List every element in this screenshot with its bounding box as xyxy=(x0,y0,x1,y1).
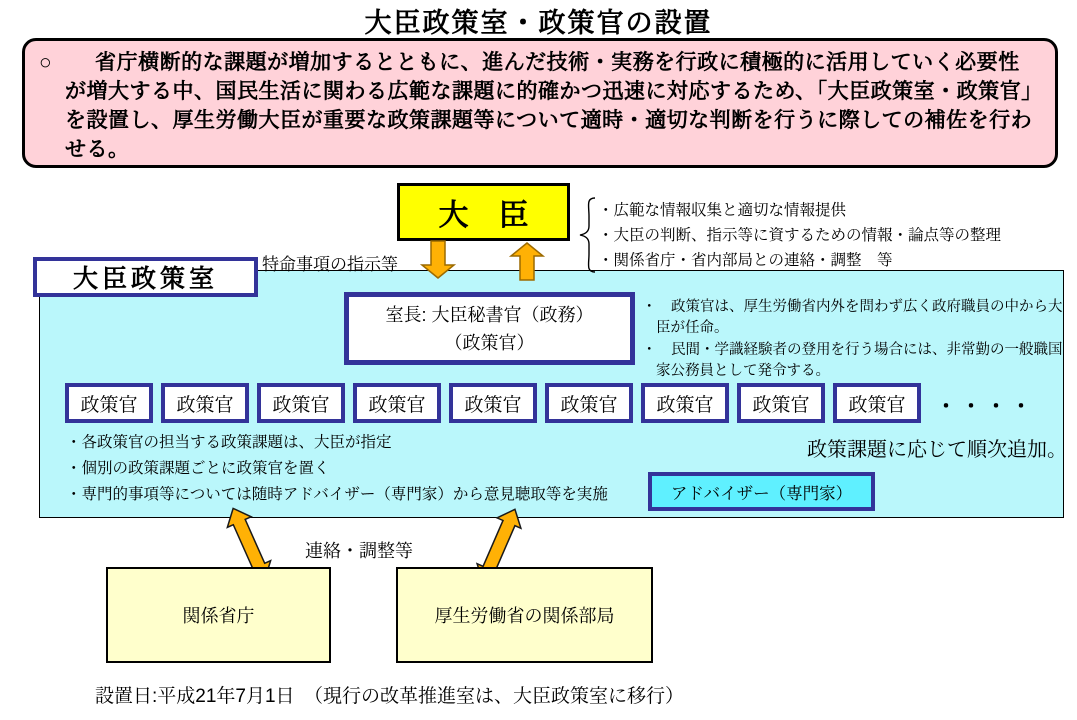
chief-line1: 室長: 大臣秘書官（政務） xyxy=(385,304,594,325)
minister-role-notes xyxy=(598,198,1001,273)
adviser-label: アドバイザー（専門家） xyxy=(670,484,853,503)
policy-officer-box xyxy=(257,383,345,423)
page-title: 大臣政策室・政策官の設置 xyxy=(364,8,713,38)
chief-line2: （政策官） xyxy=(444,332,535,353)
policy-officer-label: 政策官 xyxy=(272,394,330,416)
footer-note: 設置日:平成21年7月1日 （現行の改革推進室は、大臣政策室に移行） xyxy=(95,686,685,707)
chief-box xyxy=(344,292,635,365)
policy-officer-label: 政策官 xyxy=(368,394,426,416)
policy-officer-box xyxy=(65,383,153,423)
policy-room-label: 大臣政策室 xyxy=(72,265,218,293)
minister-label: 大 臣 xyxy=(438,199,529,232)
policy-officer-label: 政策官 xyxy=(176,394,234,416)
officer-note: ・専門的事項等については随時アドバイザー（専門家）から意見聴取等を実施 xyxy=(66,486,608,503)
policy-officer-box xyxy=(449,383,537,423)
policy-officer-box xyxy=(833,383,921,423)
directive-label: 特命事項の指示等 xyxy=(262,255,398,274)
overview-text: ○ 省庁横断的な課題が増加するとともに、進んだ技術・実務を行政に積極的に活用していく必要性が増大する中、国民生活に関わる広範な課題に的確かつ迅速に対応するため、「大臣政策室・政策官」を設置し、厚生労働大臣が重要な政策課題等について適時・適切な判断を行うに際しての補佐を行わせる。 xyxy=(39,51,1033,161)
adviser-box xyxy=(648,472,875,511)
minister-role-note: ・大臣の判断、指示等に資するための情報・論点等の整理 xyxy=(598,227,1002,244)
officer-notes xyxy=(66,430,608,508)
policy-officer-row xyxy=(65,383,921,423)
more-officers-dots: ・・・・ xyxy=(936,396,1036,418)
related-bureaus-label: 厚生労働省の関係部局 xyxy=(434,606,615,626)
policy-officer-box xyxy=(161,383,249,423)
minister-role-note: ・広範な情報収集と適切な情報提供 xyxy=(598,202,847,219)
officer-note: ・個別の政策課題ごとに政策官を置く xyxy=(66,460,330,477)
brace-icon xyxy=(576,196,596,274)
policy-officer-label: 政策官 xyxy=(752,394,810,416)
related-ministries-label: 関係省庁 xyxy=(182,606,255,626)
policy-officer-label: 政策官 xyxy=(656,394,714,416)
policy-officer-label: 政策官 xyxy=(464,394,522,416)
policy-officer-box xyxy=(545,383,633,423)
up-arrow-icon xyxy=(509,241,545,280)
down-arrow-icon xyxy=(420,241,456,279)
minister-box xyxy=(397,183,570,241)
appointment-note: ・ 民間・学識経験者の登用を行う場合には、非常勤の一般職国家公務員として発令する。 xyxy=(642,342,1063,379)
coordination-label: 連絡・調整等 xyxy=(305,541,413,561)
related-bureaus-box xyxy=(396,567,653,663)
overview-box xyxy=(22,38,1058,168)
related-ministries-box xyxy=(106,567,331,663)
policy-room-label-box xyxy=(33,257,258,297)
appointment-notes xyxy=(642,297,1074,383)
policy-officer-box xyxy=(353,383,441,423)
appointment-note: ・ 政策官は、厚生労働省内外を問わず広く政府職員の中から大臣が任命。 xyxy=(642,299,1063,336)
officer-note: ・各政策官の担当する政策課題は、大臣が指定 xyxy=(66,434,392,451)
add-note: 政策課題に応じて順次追加。 xyxy=(807,439,1067,461)
policy-officer-box xyxy=(641,383,729,423)
minister-role-note: ・関係省庁・省内部局との連絡・調整 等 xyxy=(598,252,893,269)
policy-officer-box xyxy=(737,383,825,423)
policy-officer-label: 政策官 xyxy=(80,394,138,416)
policy-officer-label: 政策官 xyxy=(848,394,906,416)
policy-officer-label: 政策官 xyxy=(560,394,618,416)
